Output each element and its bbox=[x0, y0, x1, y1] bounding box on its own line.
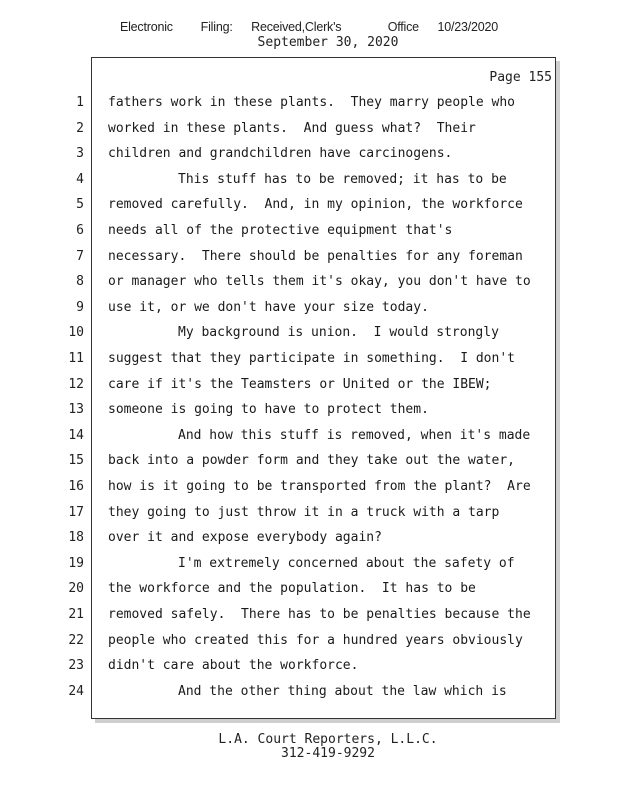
footer bbox=[0, 733, 618, 761]
transcript-line bbox=[0, 377, 618, 403]
line-number: 14 bbox=[68, 427, 84, 443]
line-text: care if it's the Teamsters or United or the IBEW; bbox=[108, 376, 492, 392]
line-text: And how this stuff is removed, when it's made bbox=[178, 427, 531, 443]
hearing-date: September 30, 2020 bbox=[257, 35, 399, 50]
line-number: 20 bbox=[68, 581, 84, 597]
transcript-line bbox=[0, 249, 618, 275]
transcript-line bbox=[0, 581, 618, 607]
line-number: 9 bbox=[76, 299, 84, 315]
line-text: how is it going to be transported from the plant? Are bbox=[108, 479, 531, 494]
line-text: My background is union. I would strongly bbox=[178, 325, 499, 341]
transcript-line bbox=[0, 607, 618, 633]
transcript-line bbox=[0, 453, 618, 479]
transcript-line bbox=[0, 121, 618, 147]
line-number: 16 bbox=[68, 479, 84, 494]
line-number: 21 bbox=[68, 607, 84, 622]
line-text: And the other thing about the law which is bbox=[178, 683, 507, 699]
reporter-phone: 312-419-9292 bbox=[281, 746, 375, 761]
line-text: over it and expose everybody again? bbox=[108, 530, 382, 546]
line-text: use it, or we don't have your size today. bbox=[108, 299, 429, 315]
line-text: someone is going to have to protect them. bbox=[108, 402, 429, 418]
line-text: needs all of the protective equipment that's bbox=[108, 223, 453, 238]
line-number: 24 bbox=[68, 683, 84, 699]
line-number: 4 bbox=[76, 171, 84, 187]
line-number: 18 bbox=[68, 530, 84, 546]
transcript-line bbox=[0, 684, 618, 710]
line-number: 17 bbox=[68, 504, 84, 520]
line-number: 5 bbox=[76, 197, 84, 213]
line-number: 3 bbox=[76, 146, 84, 162]
transcript-line bbox=[0, 658, 618, 684]
line-number: 10 bbox=[68, 325, 84, 341]
transcript-line bbox=[0, 556, 618, 582]
line-number: 13 bbox=[68, 402, 84, 418]
line-text: worked in these plants. And guess what? Their bbox=[108, 120, 476, 136]
line-number: 19 bbox=[68, 555, 84, 571]
transcript-line bbox=[0, 325, 618, 351]
line-text: necessary. There should be penalties for any foreman bbox=[108, 248, 523, 264]
reporter-company: L.A. Court Reporters, L.L.C. bbox=[218, 732, 438, 747]
transcript-line bbox=[0, 223, 618, 249]
transcript-line bbox=[0, 197, 618, 223]
line-number: 2 bbox=[76, 120, 84, 136]
line-text: This stuff has to be removed; it has to be bbox=[178, 171, 507, 187]
line-text: or manager who tells them it's okay, you don't have to bbox=[108, 274, 531, 290]
transcript-line bbox=[0, 505, 618, 531]
line-text: didn't care about the workforce. bbox=[108, 658, 359, 674]
line-text: removed carefully. And, in my opinion, the workforce bbox=[108, 197, 523, 213]
line-text: suggest that they participate in something. I don't bbox=[108, 351, 515, 366]
transcript-line bbox=[0, 530, 618, 556]
page-number: Page 155 bbox=[489, 70, 552, 85]
line-number: 15 bbox=[68, 453, 84, 469]
line-text: fathers work in these plants. They marry people who bbox=[108, 95, 515, 110]
line-text: back into a powder form and they take out the water, bbox=[108, 453, 515, 469]
transcript-line bbox=[0, 300, 618, 326]
line-number: 23 bbox=[68, 658, 84, 674]
filing-stamp: Electronic Filing: Received,Clerk's Office 10/23/2020 bbox=[119, 20, 499, 34]
transcript-line bbox=[0, 402, 618, 428]
transcript-line bbox=[0, 95, 618, 121]
transcript-line bbox=[0, 146, 618, 172]
line-text: removed safely. There has to be penalties because the bbox=[108, 607, 531, 622]
transcript-line bbox=[0, 274, 618, 300]
transcript-line bbox=[0, 479, 618, 505]
line-text: I'm extremely concerned about the safety of bbox=[178, 555, 515, 571]
line-text: the workforce and the population. It has to be bbox=[108, 581, 476, 597]
line-text: they going to just throw it in a truck with a tarp bbox=[108, 504, 500, 520]
transcript-line bbox=[0, 428, 618, 454]
line-number: 11 bbox=[68, 351, 84, 366]
line-number: 7 bbox=[76, 248, 84, 264]
line-number: 12 bbox=[68, 376, 84, 392]
line-number: 8 bbox=[76, 274, 84, 290]
line-text: children and grandchildren have carcinogens. bbox=[108, 146, 453, 162]
line-number: 22 bbox=[68, 632, 84, 648]
transcript-line bbox=[0, 351, 618, 377]
line-number: 6 bbox=[76, 223, 84, 238]
transcript-line bbox=[0, 633, 618, 659]
line-text: people who created this for a hundred years obviously bbox=[108, 632, 523, 648]
transcript-line bbox=[0, 172, 618, 198]
line-number: 1 bbox=[76, 95, 84, 110]
